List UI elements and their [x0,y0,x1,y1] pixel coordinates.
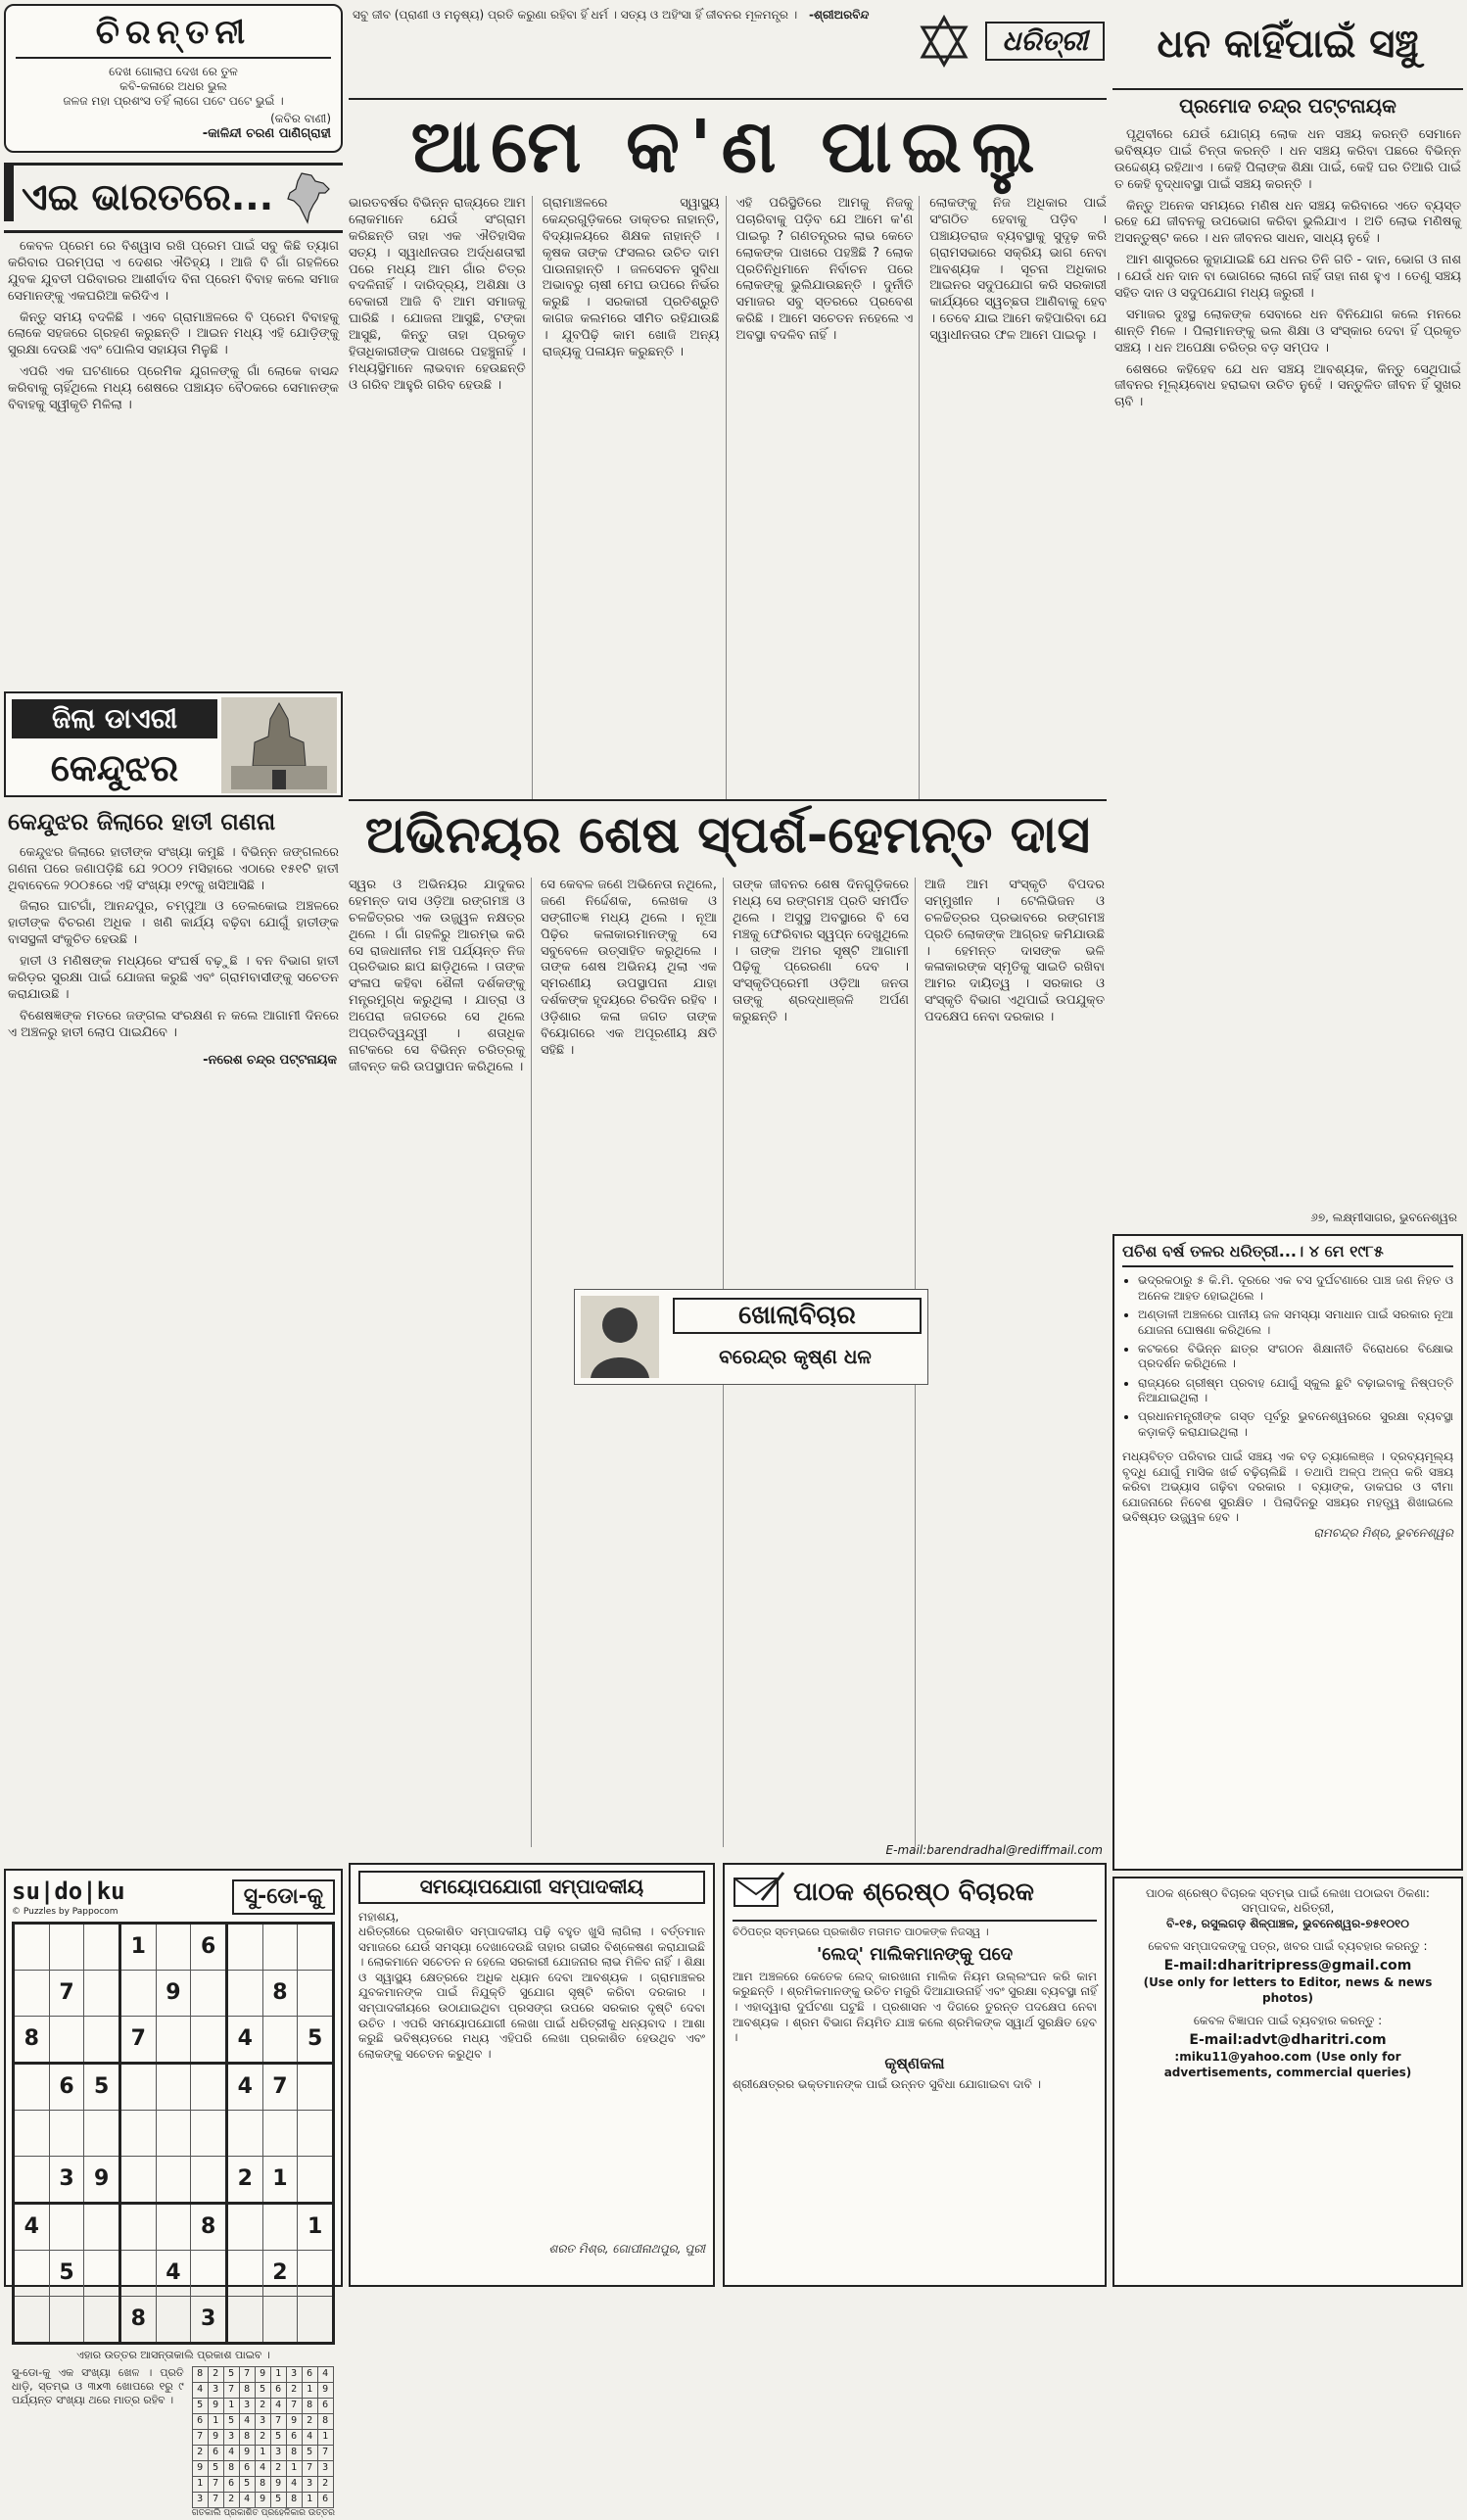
main-article-col-2: ଗ୍ରାମାଞ୍ଚଳରେ ସ୍ୱାସ୍ଥ୍ୟ କେନ୍ଦ୍ରଗୁଡ଼ିକରେ ଡାକ୍ତର ନାହାନ୍ତି, ବିଦ୍ୟାଳୟରେ ଶିକ୍ଷକ ନାହାନ୍ତି । କୃଷକ ତାଙ୍କ ଫସଲର ଉଚିତ ଦାମ ପାଉନାହାନ୍ତି । ଜଳସେଚନ ସୁବିଧା ଅଭାବରୁ ଚାଷୀ ମେଘ ଉପରେ ନିର୍ଭର କରୁଛି । ସରକାରୀ ପ୍ରତିଶ୍ରୁତି କାଗଜ କଲମରେ ସୀମିତ ରହିଯାଉଛି । ଯୁବପିଢ଼ି କାମ ଖୋଜି ଅନ୍ୟ ରାଜ୍ୟକୁ ପଳାୟନ କରୁଛନ୍ତି । [543,196,727,799]
sudoku-header [12,1877,335,1918]
sudoku-cell [84,1924,120,1971]
sudoku-cell [298,2111,334,2157]
pathaka-box [723,1863,1107,2287]
sudoku-solution-cell: 8 [239,2430,255,2446]
temple-icon [221,697,337,799]
contact-email-yahoo[interactable]: :miku11@yahoo.com (Use only for advertisements, commercial queries) [1163,2050,1412,2079]
sudoku-cell [262,2297,298,2344]
sudoku-byline: © Puzzles by Pappocom [12,1906,118,1917]
sudoku-row [14,2204,334,2251]
sudoku-solution-cell: 3 [192,2493,208,2508]
sudoku-cell [226,2251,262,2297]
sudoku-row [14,2157,334,2204]
sudoku-cell: 5 [49,2251,84,2297]
sudoku-cell: 1 [298,2204,334,2251]
sudoku-solution-cell: 4 [270,2399,286,2414]
envelope-pen-icon [733,1871,785,1916]
sudoku-cell [262,2017,298,2064]
sudoku-solution-cell: 3 [255,2414,270,2430]
sudoku-solution-cell: 5 [255,2383,270,2399]
hemant-col-1: ସ୍ୱର ଓ ଅଭିନୟର ଯାଦୁକର ହେମନ୍ତ ଦାସ ଓଡ଼ିଆ ରଙ୍ଗମଞ୍ଚ ଓ ଚଳଚ୍ଚିତ୍ରର ଏକ ଉଜ୍ଜ୍ୱଳ ନକ୍ଷତ୍ର ଥିଲେ । ଗାଁ ଗହଳିରୁ ଆରମ୍ଭ କରି ସେ ରାଜଧାନୀର ମଞ୍ଚ ପର୍ଯ୍ୟନ୍ତ ନିଜ ପ୍ରତିଭାର ଛାପ ଛାଡ଼ିଥିଲେ । ତାଙ୍କ ସଂଳାପ କହିବା ଶୈଳୀ ଦର୍ଶକଙ୍କୁ ମନ୍ତ୍ରମୁଗ୍ଧ କରୁଥିଲା । ଯାତ୍ରା ଓ ଅପେରା ଜଗତରେ ସେ ଥିଲେ ଅପ୍ରତିଦ୍ୱନ୍ଦ୍ୱୀ । ଶତାଧିକ ନାଟକରେ ସେ ବିଭିନ୍ନ ଚରିତ୍ରକୁ ଜୀବନ୍ତ କରି ଉପସ୍ଥାପନ କରିଥିଲେ । [349,878,532,1847]
sudoku-cell [298,2157,334,2204]
sudoku-solution-row [192,2414,333,2430]
sudoku-cell: 8 [262,1971,298,2017]
hemant-headline: ଅଭିନୟର ଶେଷ ସ୍ପର୍ଶ-ହେମନ୍ତ ଦାସ [349,799,1107,870]
sudoku-cell: 8 [119,2297,156,2344]
sudoku-cell [226,2297,262,2344]
sudoku-cell [156,2297,191,2344]
sudoku-solution-caption: ଗତକାଲି ପ୍ରକାଶିତ ପ୍ରହେଳିକାର ଉତ୍ତର [191,2508,335,2519]
sudoku-cell: 3 [191,2297,227,2344]
main-article-col-4: ଲୋକଙ୍କୁ ନିଜ ଅଧିକାର ପାଇଁ ସଂଗଠିତ ହେବାକୁ ପଡ଼ିବ । ପଞ୍ଚାୟତରାଜ ବ୍ୟବସ୍ଥାକୁ ସୁଦୃଢ଼ କରି ଗ୍ରାମସଭାରେ ସକ୍ରିୟ ଭାଗ ନେବା ଆବଶ୍ୟକ । ସୂଚନା ଅଧିକାର ଆଇନର ସଦୁପଯୋଗ କରି ସରକାରୀ କାର୍ଯ୍ୟରେ ସ୍ୱଚ୍ଛତା ଆଣିବାକୁ ହେବ । ତେବେ ଯାଇ ଆମେ କହିପାରିବା ଯେ ସ୍ୱାଧୀନତାର ଫଳ ଆମେ ପାଇଲୁ । [929,196,1107,344]
sudoku-solution-cell: 1 [302,2493,317,2508]
sudoku-cell [226,1924,262,1971]
sudoku-solution-cell: 2 [208,2367,223,2383]
sudoku-cell [49,1924,84,1971]
sudoku-solution-cell: 2 [192,2446,208,2461]
sudoku-solution-cell: 7 [208,2477,223,2493]
left-column [4,4,343,2519]
ei-bharatare-body [4,233,343,414]
sudoku-solution-cell: 7 [192,2430,208,2446]
sudoku-solution-cell: 5 [239,2477,255,2493]
pachisa-item: • ଭଦ୍ରକଠାରୁ ୫ କି.ମି. ଦୂରରେ ଏକ ବସ ଦୁର୍ଘଟଣାରେ ପାଞ୍ଚ ଜଣ ନିହତ ଓ ଅନେକ ଆହତ ହୋଇଥିଲେ । [1138,1273,1453,1304]
dhana-para-2: କିନ୍ତୁ ଅନେକ ସମୟରେ ମଣିଷ ଧନ ସଞ୍ଚୟ କରିବାରେ ଏତେ ବ୍ୟସ୍ତ ରହେ ଯେ ଜୀବନକୁ ଉପଭୋଗ କରିବା ଭୁଲିଯାଏ । ଅତି ଲୋଭ ମଣିଷକୁ ଅସନ୍ତୁଷ୍ଟ କରେ । ଧନ ଜୀବନର ସାଧନ, ସାଧ୍ୟ ନୁହେଁ । [1114,198,1461,247]
chirantani-verse-1: ଦେଖ ଗୋଲାପ ଦେଖ ରେ ତୁଳ [109,64,238,78]
sudoku-solution-cell: 3 [317,2461,333,2477]
sudoku-solution-cell: 2 [302,2414,317,2430]
sudoku-solution-cell: 9 [208,2399,223,2414]
sudoku-cell [84,1971,120,2017]
sudoku-cell [191,2017,227,2064]
sudoku-solution-cell: 5 [270,2493,286,2508]
pachisa-box [1112,1234,1463,1871]
sudoku-cell [156,2017,191,2064]
sudoku-cell [119,2111,156,2157]
pathaka-body-2: ଶ୍ରୀକ୍ଷେତ୍ରର ଭକ୍ତମାନଙ୍କ ପାଇଁ ଉନ୍ନତ ସୁବିଧା ଯୋଗାଇବା ଦାବି । [733,2077,1041,2092]
chirantani-verse-3: ଜଳଜ ମହା ପ୍ରଶଂସ ତହିଁ ଲାଗେ ପଟେ ପଟେ ଭୁଇଁ । [63,94,284,109]
sudoku-cell [298,2251,334,2297]
sudoku-solution-cell: 3 [270,2446,286,2461]
sudoku-cell [119,2204,156,2251]
hemant-col-4: ଆଜି ଆମ ସଂସ୍କୃତି ବିପଦର ସମ୍ମୁଖୀନ । ଟେଲିଭିଜନ ଓ ଚଳଚ୍ଚିତ୍ରର ପ୍ରଭାବରେ ରଙ୍ଗମଞ୍ଚ ପ୍ରତି ଲୋକଙ୍କ ଆଗ୍ରହ କମିଯାଉଛି । ହେମନ୍ତ ଦାସଙ୍କ ଭଳି କଳାକାରଙ୍କ ସ୍ମୃତିକୁ ସାଇତି ରଖିବା ଆମର ଦାୟିତ୍ୱ । ସରକାର ଓ ସଂସ୍କୃତି ବିଭାଗ ଏଥିପାଇଁ ଉପଯୁକ୍ତ ପଦକ୍ଷେପ ନେବା ଦରକାର । [924,878,1105,1025]
sudoku-cell: 4 [226,2064,262,2111]
samayopayogi-signature: ଶରତ ମିଶ୍ର, ଗୋପୀନାଥପୁର, ପୁରୀ [548,2241,705,2256]
pachisa-list [1122,1273,1453,1440]
sudoku-solution-grid [192,2366,334,2508]
sudoku-solution-cell: 6 [270,2383,286,2399]
sudoku-solution-cell: 9 [270,2477,286,2493]
sudoku-solution-cell: 7 [208,2493,223,2508]
hemant-col-3: ତାଙ୍କ ଜୀବନର ଶେଷ ଦିନଗୁଡ଼ିକରେ ମଧ୍ୟ ସେ ରଙ୍ଗମଞ୍ଚ ପ୍ରତି ସମର୍ପିତ ଥିଲେ । ଅସୁସ୍ଥ ଅବସ୍ଥାରେ ବି ସେ ମଞ୍ଚକୁ ଫେରିବାର ସ୍ୱପ୍ନ ଦେଖୁଥିଲେ । ତାଙ୍କ ଅମର ସୃଷ୍ଟି ଆଗାମୀ ପିଢ଼ିକୁ ପ୍ରେରଣା ଦେବ । ସଂସ୍କୃତିପ୍ରେମୀ ଓଡ଼ିଆ ଜନତା ତାଙ୍କୁ ଶ୍ରଦ୍ଧାଞ୍ଜଳି ଅର୍ପଣ କରୁଛନ୍ତି । [733,878,916,1847]
sudoku-cell: 7 [262,2064,298,2111]
right-column [1112,4,1463,2287]
sudoku-solution-cell: 1 [270,2367,286,2383]
contact-email-editor[interactable]: E-mail:dharitripress@gmail.com [1163,1958,1412,1974]
elephant-body [4,845,343,1042]
middle-column [349,4,1107,2287]
masthead-intro [353,8,901,23]
sudoku-solution-cell: 4 [239,2414,255,2430]
sudoku-row [14,1924,334,1971]
elephant-headline: କେନ୍ଦୁଝର ଜିଲାରେ ହାତୀ ଗଣନା [8,808,276,835]
sudoku-cell: 9 [156,1971,191,2017]
sudoku-cell: 1 [262,2157,298,2204]
sudoku-solution-cell: 6 [317,2399,333,2414]
sudoku-solution-cell: 5 [208,2461,223,2477]
sudoku-grid [12,1922,335,2345]
sudoku-cell [298,2297,334,2344]
sudoku-cell [226,2204,262,2251]
sudoku-solution-cell: 3 [239,2399,255,2414]
sudoku-cell [14,1971,50,2017]
sudoku-cell [14,1924,50,1971]
dhana-para-1: ପୃଥିବୀରେ ଯେଉଁ ଯୋଗ୍ୟ ଲୋକ ଧନ ସଞ୍ଚୟ କରନ୍ତି ସେମାନେ ଭବିଷ୍ୟତ ପାଇଁ ଚିନ୍ତା କରନ୍ତି । ଧନ ସଞ୍ଚୟ କରିବା ପଛରେ ବିଭିନ୍ନ ଉଦ୍ଦେଶ୍ୟ ରହିଥାଏ । କେହି ପିଲାଙ୍କ ଶିକ୍ଷା ପାଇଁ, କେହି ଘର ତିଆରି ପାଇଁ ତ କେହି ବୃଦ୍ଧାବସ୍ଥା ପାଇଁ ସଞ୍ଚୟ କରନ୍ତି । [1114,127,1461,192]
sudoku-solution-cell: 3 [223,2430,239,2446]
sudoku-solution-cell: 8 [286,2446,302,2461]
sudoku-cell: 6 [191,1924,227,1971]
elephant-author: -ନରେଶ ଚନ୍ଦ୍ର ପଟ୍ଟନାୟକ [203,1052,337,1068]
columnist-name: ବରେନ୍ଦ୍ର କୃଷ୍ଣ ଧଳ [719,1345,872,1368]
dhana-lower-para: ମଧ୍ୟବିତ୍ତ ପରିବାର ପାଇଁ ସଞ୍ଚୟ ଏକ ବଡ଼ ଚ୍ୟାଲେଞ୍ଜ । ଦ୍ରବ୍ୟମୂଲ୍ୟ ବୃଦ୍ଧି ଯୋଗୁଁ ମାସିକ ଖର୍ଚ୍ଚ ବଢ଼ିଚାଲିଛି । ତଥାପି ଅଳ୍ପ ଅଳ୍ପ କରି ସଞ୍ଚୟ କରିବା ଅଭ୍ୟାସ ଗଢ଼ିବା ଦରକାର । ବ୍ୟାଙ୍କ, ଡାକଘର ଓ ବୀମା ଯୋଜନାରେ ନିବେଶ ସୁରକ୍ଷିତ । ପିଲାଦିନରୁ ସଞ୍ଚୟର ମହତ୍ତ୍ୱ ଶିଖାଇଲେ ଭବିଷ୍ୟତ ଉଜ୍ଜ୍ୱଳ ହେବ । [1122,1450,1453,1525]
sudoku-solution-cell: 2 [223,2493,239,2508]
sudoku-solution-row [192,2461,333,2477]
dhana-headline: ଧନ କାହିଁପାଇଁ ସଞ୍ଚୁ [1157,22,1419,67]
sudoku-row [14,2064,334,2111]
sudoku-cell [119,2064,156,2111]
contact-line-4: କେବଳ ବିଜ୍ଞାପନ ପାଇଁ ବ୍ୟବହାର କରନ୍ତୁ : [1193,2014,1383,2028]
sudoku-cell [84,2297,120,2344]
pachisa-item: • କଟକରେ ବିଭିନ୍ନ ଛାତ୍ର ସଂଗଠନ ଶିକ୍ଷାନୀତି ବିରୋଧରେ ବିକ୍ଷୋଭ ପ୍ରଦର୍ଶନ କରିଥିଲେ । [1138,1342,1453,1372]
sudoku-cell [14,2064,50,2111]
sudoku-solution-cell: 6 [286,2430,302,2446]
sudoku-solution-cell: 9 [255,2367,270,2383]
sudoku-solution-cell: 8 [223,2461,239,2477]
samayopayogi-salutation: ମହାଶୟ, [358,1909,400,1924]
sudoku-row [14,2297,334,2344]
elephant-para-1: କେନ୍ଦୁଝର ଜିଲାରେ ହାତୀଙ୍କ ସଂଖ୍ୟା କମୁଛି । ବିଭିନ୍ନ ଜଙ୍ଗଲରେ ଗଣନା ପରେ ଜଣାପଡ଼ିଛି ଯେ ୨୦୦୨ ମସିହାରେ ଏଠାରେ ୧୫୧ଟି ହାତୀ ଥିବାବେଳେ ୨୦୦୫ରେ ଏହି ସଂଖ୍ୟା ୧୨୯କୁ ଖସିଆସିଛି । [8,844,339,893]
sudoku-solution-cell: 8 [255,2477,270,2493]
sudoku-cell [14,2111,50,2157]
dhana-body [1114,127,1461,1205]
sudoku-cell [156,1924,191,1971]
ei-bharatare-para-2: କିନ୍ତୁ ସମୟ ବଦଳିଛି । ଏବେ ଗ୍ରାମାଞ୍ଚଳରେ ବି ପ୍ରେମ ବିବାହକୁ ଲୋକେ ସହଜରେ ଗ୍ରହଣ କରୁଛନ୍ତି । ଆଇନ ମଧ୍ୟ ଏହି ଯୋଡ଼ିଙ୍କୁ ସୁରକ୍ଷା ଦେଉଛି ଏବଂ ପୋଲିସ ସହାୟତା ମିଳୁଛି । [8,309,339,358]
sudoku-cell [49,2297,84,2344]
sudoku-solution-cell: 8 [239,2383,255,2399]
dhana-para-4: ସମାଜର ଦୁଃସ୍ଥ ଲୋକଙ୍କ ସେବାରେ ଧନ ବିନିଯୋଗ କଲେ ମନରେ ଶାନ୍ତି ମିଳେ । ପିଲାମାନଙ୍କୁ ଭଲ ଶିକ୍ଷା ଓ ସଂସ୍କାର ଦେବା ହିଁ ପ୍ରକୃତ ସଞ୍ଚୟ । ଧନ ଅପେକ୍ଷା ଚରିତ୍ର ବଡ଼ ସମ୍ପଦ । [1114,307,1461,356]
hemant-col-2: ସେ କେବଳ ଜଣେ ଅଭିନେତା ନଥିଲେ, ଜଣେ ନିର୍ଦ୍ଦେଶକ, ଲେଖକ ଓ ସଙ୍ଗୀତଜ୍ଞ ମଧ୍ୟ ଥିଲେ । ନୂଆ ପିଢ଼ିର କଳାକାରମାନଙ୍କୁ ସେ ସବୁବେଳେ ଉତ୍ସାହିତ କରୁଥିଲେ । ତାଙ୍କ ଶେଷ ଅଭିନୟ ଥିଲା ଏକ ସ୍ମରଣୀୟ ଉପସ୍ଥାପନା ଯାହା ଦର୍ଶକଙ୍କ ହୃଦୟରେ ଚିରଦିନ ରହିବ । ଓଡ଼ିଶାର କଳା ଜଗତ ତାଙ୍କ ବିୟୋଗରେ ଏକ ଅପୂରଣୀୟ କ୍ଷତି ସହିଛି । [541,878,724,1847]
sudoku-solution-cell: 9 [239,2446,255,2461]
sudoku-solution-cell: 6 [208,2446,223,2461]
dhana-author: ପ୍ରମୋଦ ଚନ୍ଦ୍ର ପଟ୍ଟନାୟକ [1179,94,1396,118]
contact-email-advt[interactable]: E-mail:advt@dharitri.com [1189,2032,1387,2049]
sudoku-cell [191,2251,227,2297]
dhana-address: ୬୭, ଲକ୍ଷ୍ମୀସାଗର, ଭୁବନେଶ୍ୱର [1310,1211,1457,1224]
chirantani-box [4,4,343,153]
sudoku-solution-cell: 8 [286,2493,302,2508]
dhana-para-5: ଶେଷରେ କହିହେବ ଯେ ଧନ ସଞ୍ଚୟ ଆବଶ୍ୟକ, କିନ୍ତୁ ସେଥିପାଇଁ ଜୀବନର ମୂଲ୍ୟବୋଧ ହରାଇବା ଉଚିତ ନୁହେଁ । ସନ୍ତୁଳିତ ଜୀବନ ହିଁ ସୁଖର ଚାବି । [1114,361,1461,410]
sudoku-solution-row [192,2493,333,2508]
sudoku-solution-cell: 8 [192,2367,208,2383]
ei-bharatare-header [4,163,343,233]
sudoku-solution-cell: 4 [223,2446,239,2461]
india-map-icon [280,169,337,232]
contact-box [1112,1877,1463,2287]
sudoku-solution-cell: 3 [302,2477,317,2493]
sudoku-cell [298,2064,334,2111]
pachisa-item: • ରାଜ୍ୟରେ ଗ୍ରୀଷ୍ମ ପ୍ରବାହ ଯୋଗୁଁ ସ୍କୁଲ ଛୁଟି ବଢ଼ାଇବାକୁ ନିଷ୍ପତ୍ତି ନିଆଯାଇଥିଲା । [1138,1376,1453,1406]
sudoku-cell: 9 [84,2157,120,2204]
sudoku-solution-cell: 4 [192,2383,208,2399]
sudoku-solution-cell: 1 [208,2414,223,2430]
sudoku-row [14,1971,334,2017]
sudoku-solution-cell: 6 [239,2461,255,2477]
dhana-headline-box [1112,4,1463,90]
sudoku-row [14,2111,334,2157]
elephant-para-4: ବିଶେଷଜ୍ଞଙ୍କ ମତରେ ଜଙ୍ଗଲ ସଂରକ୍ଷଣ ନ କଲେ ଆଗାମୀ ଦିନରେ ଏ ଅଞ୍ଚଳରୁ ହାତୀ ଲୋପ ପାଇଯିବେ । [8,1008,339,1040]
portrait-icon [581,1296,659,1384]
elephant-section [4,803,343,1863]
masthead [349,4,1107,100]
sudoku-solution-cell: 9 [208,2430,223,2446]
sudoku-solution-cell: 2 [255,2430,270,2446]
sudoku-solution-cell: 3 [208,2383,223,2399]
sudoku-solution-cell: 4 [286,2477,302,2493]
sudoku-cell [191,2157,227,2204]
contact-line-3: କେବଳ ସମ୍ପାଦକଙ୍କୁ ପତ୍ର, ଖବର ପାଇଁ ବ୍ୟବହାର କରନ୍ତୁ : [1148,1939,1428,1954]
sudoku-solution-cell: 5 [223,2367,239,2383]
sudoku-solution-row [192,2399,333,2414]
main-article [349,196,1107,799]
sudoku-solution-cell: 9 [286,2414,302,2430]
sudoku-solution-cell: 7 [270,2414,286,2430]
sudoku-cell [191,2064,227,2111]
sudoku-cell [226,1971,262,2017]
sudoku-solution-cell: 7 [317,2446,333,2461]
sudoku-solution-cell: 4 [302,2430,317,2446]
sudoku-cell [262,1924,298,1971]
sudoku-solution-cell: 2 [286,2383,302,2399]
pachisa-title: ପଚିଶ ବର୍ଷ ତଳର ଧରିତ୍ରୀ...। ୪ ମେ ୧୯୮୫ [1122,1242,1453,1267]
sudoku-cell: 7 [119,2017,156,2064]
sudoku-cell [14,2157,50,2204]
sudoku-cell [84,2204,120,2251]
sudoku-row [14,2017,334,2064]
sudoku-solution-cell: 5 [270,2430,286,2446]
chirantani-author: -କାଳିନ୍ଦୀ ଚରଣ ପାଣିଗ୍ରାହୀ [202,125,331,141]
contact-email-editor-note: (Use only for letters to Editor, news & news photos) [1143,1975,1433,2005]
main-headline: ଆମେ କ'ଣ ପାଇଲୁ [410,105,1045,189]
sudoku-cell [119,1971,156,2017]
pathaka-subhead: 'ଲେଦ୍' ମାଲିକମାନଙ୍କୁ ପଦେ [816,1943,1014,1965]
sudoku-cell [84,2251,120,2297]
kila-diary-district: କେନ୍ଦୁଝର [50,746,179,789]
sudoku-cell [156,2204,191,2251]
sudoku-solution-cell: 5 [223,2414,239,2430]
sudoku-logo: su|do|ku [12,1878,125,1905]
sudoku-caption: ଏହାର ଉତ୍ତର ଆସନ୍ତାକାଲି ପ୍ରକାଶ ପାଇବ । [76,2349,270,2362]
samayopayogi-box [349,1863,715,2287]
masthead-intro-text: ସବୁ ଜୀବ (ପ୍ରାଣୀ ଓ ମନୁଷ୍ୟ) ପ୍ରତି କରୁଣା ରହିବା ହିଁ ଧର୍ମ । ସତ୍ୟ ଓ ଅହିଂସା ହିଁ ଜୀବନର ମୂଳମନ୍ତ୍ର । [353,8,798,22]
sudoku-cell [49,2111,84,2157]
sudoku-cell [84,2111,120,2157]
star-emblem-icon [917,14,971,74]
sudoku-cell [191,2111,227,2157]
hemant-email: E-mail:barendradhal@rediffmail.com [885,1843,1103,1857]
sudoku-solution-cell: 5 [192,2399,208,2414]
sudoku-solution-cell: 5 [302,2446,317,2461]
sudoku-solution-cell: 8 [317,2414,333,2430]
sudoku-solution-cell: 3 [286,2367,302,2383]
sudoku-solution-row [192,2383,333,2399]
sudoku-solution-cell: 1 [286,2461,302,2477]
sudoku-cell: 5 [84,2064,120,2111]
columnist-box [574,1289,928,1385]
sudoku-solution-cell: 2 [270,2461,286,2477]
sudoku-solution-cell: 8 [302,2399,317,2414]
sudoku-cell [156,2111,191,2157]
sudoku-solution-cell: 7 [302,2461,317,2477]
sudoku-solution-cell: 4 [239,2493,255,2508]
pachisa-item: • ଅଣ୍ଡାଳୀ ଅଞ୍ଚଳରେ ପାନୀୟ ଜଳ ସମସ୍ୟା ସମାଧାନ ପାଇଁ ସରକାର ନୂଆ ଯୋଜନା ଘୋଷଣା କରିଥିଲେ । [1138,1308,1453,1338]
sudoku-cell: 4 [14,2204,50,2251]
sudoku-cell [119,2157,156,2204]
ei-bharatare-title: ଏଇ ଭାରତରେ... [4,166,343,221]
masthead-intro-author: -ଶ୍ରୀଅରବିନ୍ଦ [809,8,870,22]
sudoku-solution-cell: 2 [317,2477,333,2493]
sudoku-cell [49,2017,84,2064]
chirantani-title: ଚିରନ୍ତନୀ [16,12,331,59]
dhana-lower-signature: ରାମଚନ୍ଦ୍ର ମିଶ୍ର, ଭୁବନେଶ୍ୱର [1313,1526,1453,1541]
ei-bharatare-section [4,163,343,699]
sudoku-cell [84,2017,120,2064]
sudoku-solution-cell: 1 [223,2399,239,2414]
sudoku-solution-cell: 9 [317,2383,333,2399]
sudoku-cell: 8 [14,2017,50,2064]
chirantani-verse-2: କବି-କଳାରେ ଅଧର ଭୁଲ [119,78,227,93]
sudoku-cell [191,1971,227,2017]
sudoku-rules: ସୁ-ଡୋ-କୁ ଏକ ସଂଖ୍ୟା ଖେଳ । ପ୍ରତି ଧାଡ଼ି, ସ୍ତମ୍ଭ ଓ ୩x୩ ଖୋପରେ ୧ରୁ ୯ ପର୍ଯ୍ୟନ୍ତ ସଂଖ୍ୟା ଥରେ ମାତ୍ର ରହିବ । [12,2366,184,2407]
sudoku-box [4,1869,343,2519]
sudoku-cell: 4 [226,2017,262,2064]
sudoku-solution-row [192,2477,333,2493]
sudoku-solution-cell: 7 [223,2383,239,2399]
sudoku-cell [156,2157,191,2204]
pathaka-header [733,1871,1097,1922]
sudoku-solution-cell: 1 [192,2477,208,2493]
pathaka-body: ଆମ ଅଞ୍ଚଳରେ କେତେକ ଲେଦ୍ କାରଖାନା ମାଲିକ ନିୟମ ଉଲ୍ଲଂଘନ କରି କାମ କରୁଛନ୍ତି । ଶ୍ରମିକମାନଙ୍କୁ ଉଚିତ ମଜୁରି ଦିଆଯାଉନାହିଁ ଏବଂ ସୁରକ୍ଷା ବ୍ୟବସ୍ଥା ନାହିଁ । ଏହାଦ୍ୱାରା ଦୁର୍ଘଟଣା ଘଟୁଛି । ପ୍ରଶାସନ ଏ ଦିଗରେ ତୁରନ୍ତ ପଦକ୍ଷେପ ନେବା ଆବଶ୍ୟକ । ଶ୍ରମ ବିଭାଗ ନିୟମିତ ଯାଞ୍ଚ କଲେ ଶ୍ରମିକଙ୍କ ସ୍ୱାର୍ଥ ସୁରକ୍ଷିତ ହେବ । [733,1969,1097,2045]
sudoku-solution-cell: 1 [255,2446,270,2461]
pathaka-title: ପାଠକ ଶ୍ରେଷ୍ଠ ବିଚାରକ [793,1878,1035,1908]
sudoku-title-odia: ସୁ-ଡୋ-କୁ [232,1879,335,1915]
contact-line-1: ପାଠକ ଶ୍ରେଷ୍ଠ ବିଚାରକ ସ୍ତମ୍ଭ ପାଇଁ ଲେଖା ପଠାଇବା ଠିକଣା: ସମ୍ପାଦକ, ଧରିତ୍ରୀ, [1146,1886,1430,1916]
kila-diary-box [4,691,343,797]
sudoku-solution-cell: 7 [286,2399,302,2414]
chirantani-source: (କବିର ବାଣୀ) [270,111,331,125]
ei-bharatare-para-3: ଏପରି ଏକ ଘଟଣାରେ ପ୍ରେମିକ ଯୁଗଳଙ୍କୁ ଗାଁ ଲୋକେ ବାସନ୍ଦ କରିବାକୁ ଚାହିଁଥିଲେ ମଧ୍ୟ ଶେଷରେ ପଞ୍ଚାୟତ ବୈଠକରେ ସେମାନଙ୍କ ବିବାହକୁ ସ୍ୱୀକୃତି ମିଳିଲା । [8,364,339,413]
sudoku-cell [298,1971,334,2017]
column-name: ଖୋଲାବିଚାର [673,1298,922,1334]
pachisa-item: • ପ୍ରଧାନମନ୍ତ୍ରୀଙ୍କ ଗସ୍ତ ପୂର୍ବରୁ ଭୁବନେଶ୍ୱରରେ ସୁରକ୍ଷା ବ୍ୟବସ୍ଥା କଡ଼ାକଡ଼ି କରାଯାଇଥିଲା । [1138,1409,1453,1440]
contact-line-2: ବି-୧୫, ରସୁଲଗଡ଼ ଶିଳ୍ପାଞ୍ଚଳ, ଭୁବନେଶ୍ୱର-୭୫୧୦୧୦ [1166,1916,1409,1930]
sudoku-row [14,2251,334,2297]
sudoku-cell [14,2251,50,2297]
sudoku-cell [262,2204,298,2251]
sudoku-solution-row [192,2367,333,2383]
pathaka-intro: ଚିଠିପତ୍ର ସ୍ତମ୍ଭରେ ପ୍ରକାଶିତ ମତାମତ ପାଠକଙ୍କ ନିଜସ୍ୱ । [733,1925,989,1938]
elephant-para-3: ହାତୀ ଓ ମଣିଷଙ୍କ ମଧ୍ୟରେ ସଂଘର୍ଷ ବଢ଼ୁଛି । ବନ ବିଭାଗ ହାତୀ କରିଡ଼ର ସୁରକ୍ଷା ପାଇଁ ଯୋଜନା କରୁଛି ଏବଂ ଗ୍ରାମବାସୀଙ୍କୁ ସଚେତନ କରାଯାଉଛି । [8,954,339,1002]
sudoku-solution-cell: 9 [255,2493,270,2508]
masthead-paper-name: ଧରିତ୍ରୀ [985,22,1105,61]
sudoku-solution-cell: 2 [255,2399,270,2414]
sudoku-solution-cell: 6 [317,2493,333,2508]
sudoku-cell: 4 [156,2251,191,2297]
dhana-para-3: ଆମ ଶାସ୍ତ୍ରରେ କୁହାଯାଇଛି ଯେ ଧନର ତିନି ଗତି - ଦାନ, ଭୋଗ ଓ ନାଶ । ଯେଉଁ ଧନ ଦାନ ବା ଭୋଗରେ ଲାଗେ ନାହିଁ ତାହା ନାଶ ହୁଏ । ତେଣୁ ସଞ୍ଚୟ ସହିତ ଦାନ ଓ ସଦୁପଯୋଗ ମଧ୍ୟ ଜରୁରୀ । [1114,253,1461,302]
samayopayogi-body: ଧରିତ୍ରୀରେ ପ୍ରକାଶିତ ସମ୍ପାଦକୀୟ ପଢ଼ି ବହୁତ ଖୁସି ଲାଗିଲା । ବର୍ତ୍ତମାନ ସମାଜରେ ଯେଉଁ ସମସ୍ୟା ଦେଖାଦେଉଛି ତାହାର ଗଭୀର ବିଶ୍ଳେଷଣ କରାଯାଇଛି । ଲୋକମାନେ ସଚେତନ ନ ହେଲେ ସରକାରୀ ଯୋଜନାର ଲାଭ ମିଳିବ ନାହିଁ । ଶିକ୍ଷା ଓ ସ୍ୱାସ୍ଥ୍ୟ କ୍ଷେତ୍ରରେ ଅଧିକ ଧ୍ୟାନ ଦେବା ଆବଶ୍ୟକ । ଗ୍ରାମାଞ୍ଚଳର ଯୁବକମାନଙ୍କ ପାଇଁ ନିଯୁକ୍ତି ସୁଯୋଗ ସୃଷ୍ଟି କରିବା ଦରକାର । ସମ୍ପାଦକୀୟରେ ଉଠାଯାଇଥିବା ପ୍ରସଙ୍ଗ ଉପରେ ସରକାର ଦୃଷ୍ଟି ଦେବା ଉଚିତ । ଏପରି ସମୟୋପଯୋଗୀ ଲେଖା ପାଇଁ ଧରିତ୍ରୀକୁ ଧନ୍ୟବାଦ । ଆଶା କରୁଛି ଭବିଷ୍ୟତରେ ମଧ୍ୟ ଏହିପରି ଲେଖା ପ୍ରକାଶିତ ହେଉଥିବ ଏବଂ ଲୋକଙ୍କୁ ସଚେତନ କରୁଥିବ । [358,1924,705,2061]
sudoku-cell [49,2204,84,2251]
hemant-article [349,878,1107,1857]
sudoku-solution-cell: 6 [302,2367,317,2383]
sudoku-cell [298,1924,334,1971]
sudoku-cell: 6 [49,2064,84,2111]
sudoku-cell: 8 [191,2204,227,2251]
sudoku-bottom [12,2366,335,2520]
sudoku-cell: 5 [298,2017,334,2064]
sudoku-solution-row [192,2446,333,2461]
sudoku-cell [226,2111,262,2157]
sudoku-cell [156,2064,191,2111]
sudoku-solution-cell: 7 [239,2367,255,2383]
sudoku-cell [119,2251,156,2297]
samayopayogi-title: ସମୟୋପଯୋଗୀ ସମ୍ପାଦକୀୟ [358,1871,705,1904]
main-article-col-3: ଏହି ପରିସ୍ଥିତିରେ ଆମକୁ ନିଜକୁ ପଚାରିବାକୁ ପଡ଼ିବ ଯେ ଆମେ କ'ଣ ପାଇଲୁ ? ଗଣତନ୍ତ୍ରର ଲାଭ କେତେ ଲୋକଙ୍କ ପାଖରେ ପହଞ୍ଚିଛି ? ଲୋକ ପ୍ରତିନିଧିମାନେ ନିର୍ବାଚନ ପରେ ଲୋକଙ୍କୁ ଭୁଲିଯାଉଛନ୍ତି । ଦୁର୍ନୀତି ସମାଜର ସବୁ ସ୍ତରରେ ପ୍ରବେଶ କରିଛି । ଆମେ ସଚେତନ ନହେଲେ ଏ ଅବସ୍ଥା ବଦଳିବ ନାହିଁ । [736,196,921,799]
sudoku-solution-cell: 6 [192,2414,208,2430]
sudoku-solution-cell: 4 [317,2367,333,2383]
sudoku-solution-cell: 1 [317,2430,333,2446]
sudoku-solution-row [192,2430,333,2446]
sudoku-cell: 2 [262,2251,298,2297]
sudoku-cell [262,2111,298,2157]
sudoku-solution-cell: 1 [302,2383,317,2399]
pathaka-signature: କୃଷ୍ଣକଳା [884,2053,945,2072]
sudoku-cell: 2 [226,2157,262,2204]
main-article-col-1: ଭାରତବର୍ଷର ବିଭିନ୍ନ ରାଜ୍ୟରେ ଆମ ଲୋକମାନେ ଯେଉଁ ସଂଗ୍ରାମ କରିଛନ୍ତି ତାହା ଏକ ଐତିହାସିକ ସତ୍ୟ । ସ୍ୱାଧୀନତାର ଅର୍ଦ୍ଧଶତାବ୍ଦୀ ପରେ ମଧ୍ୟ ଆମ ଗାଁର ଚିତ୍ର ବଦଳିନାହିଁ । ଦାରିଦ୍ର୍ୟ, ଅଶିକ୍ଷା ଓ ବେକାରୀ ଆଜି ବି ଆମ ସମାଜକୁ ଘାରିଛି । ଯୋଜନା ଆସୁଛି, ଟଙ୍କା ଆସୁଛି, କିନ୍ତୁ ତାହା ପ୍ରକୃତ ହିତାଧିକାରୀଙ୍କ ପାଖରେ ପହଞ୍ଚୁନାହିଁ । ମଧ୍ୟସ୍ଥିମାନେ ଲାଭବାନ ହେଉଛନ୍ତି ଓ ଗରିବ ଆହୁରି ଗରିବ ହେଉଛି । [349,196,533,799]
sudoku-cell [14,2297,50,2344]
sudoku-solution-cell: 9 [192,2461,208,2477]
sudoku-cell: 1 [119,1924,156,1971]
sudoku-solution-cell: 4 [255,2461,270,2477]
sudoku-cell: 3 [49,2157,84,2204]
ei-bharatare-para-1: କେବଳ ପ୍ରେମ ରେ ବିଶ୍ୱାସ ରଖି ପ୍ରେମ ପାଇଁ ସବୁ କିଛି ତ୍ୟାଗ କରିବାର ପରମ୍ପରା ଏ ଦେଶର ଐତିହ୍ୟ । ଆଜି ବି ଗାଁ ଗହଳିରେ ଯୁବକ ଯୁବତୀ ପରିବାରର ଆଶୀର୍ବାଦ ବିନା ପ୍ରେମ ବିବାହ କଲେ ସମାଜ ସେମାନଙ୍କୁ ଏକଘରିଆ କରିଦିଏ । [8,239,339,304]
sudoku-cell: 7 [49,1971,84,2017]
elephant-para-2: ଜିଲାର ଘାଟଗାଁ, ଆନନ୍ଦପୁର, ଚମ୍ପୁଆ ଓ ତେଲକୋଇ ଅଞ୍ଚଳରେ ହାତୀଙ୍କ ବିଚରଣ ଅଧିକ । ଖଣି କାର୍ଯ୍ୟ ବଢ଼ିବା ଯୋଗୁଁ ହାତୀଙ୍କ ବାସସ୍ଥଳୀ ସଂକୁଚିତ ହେଉଛି । [8,899,339,948]
kila-diary-label: ଜିଲା ଡାଏରୀ [12,699,217,738]
sudoku-solution-cell: 6 [223,2477,239,2493]
